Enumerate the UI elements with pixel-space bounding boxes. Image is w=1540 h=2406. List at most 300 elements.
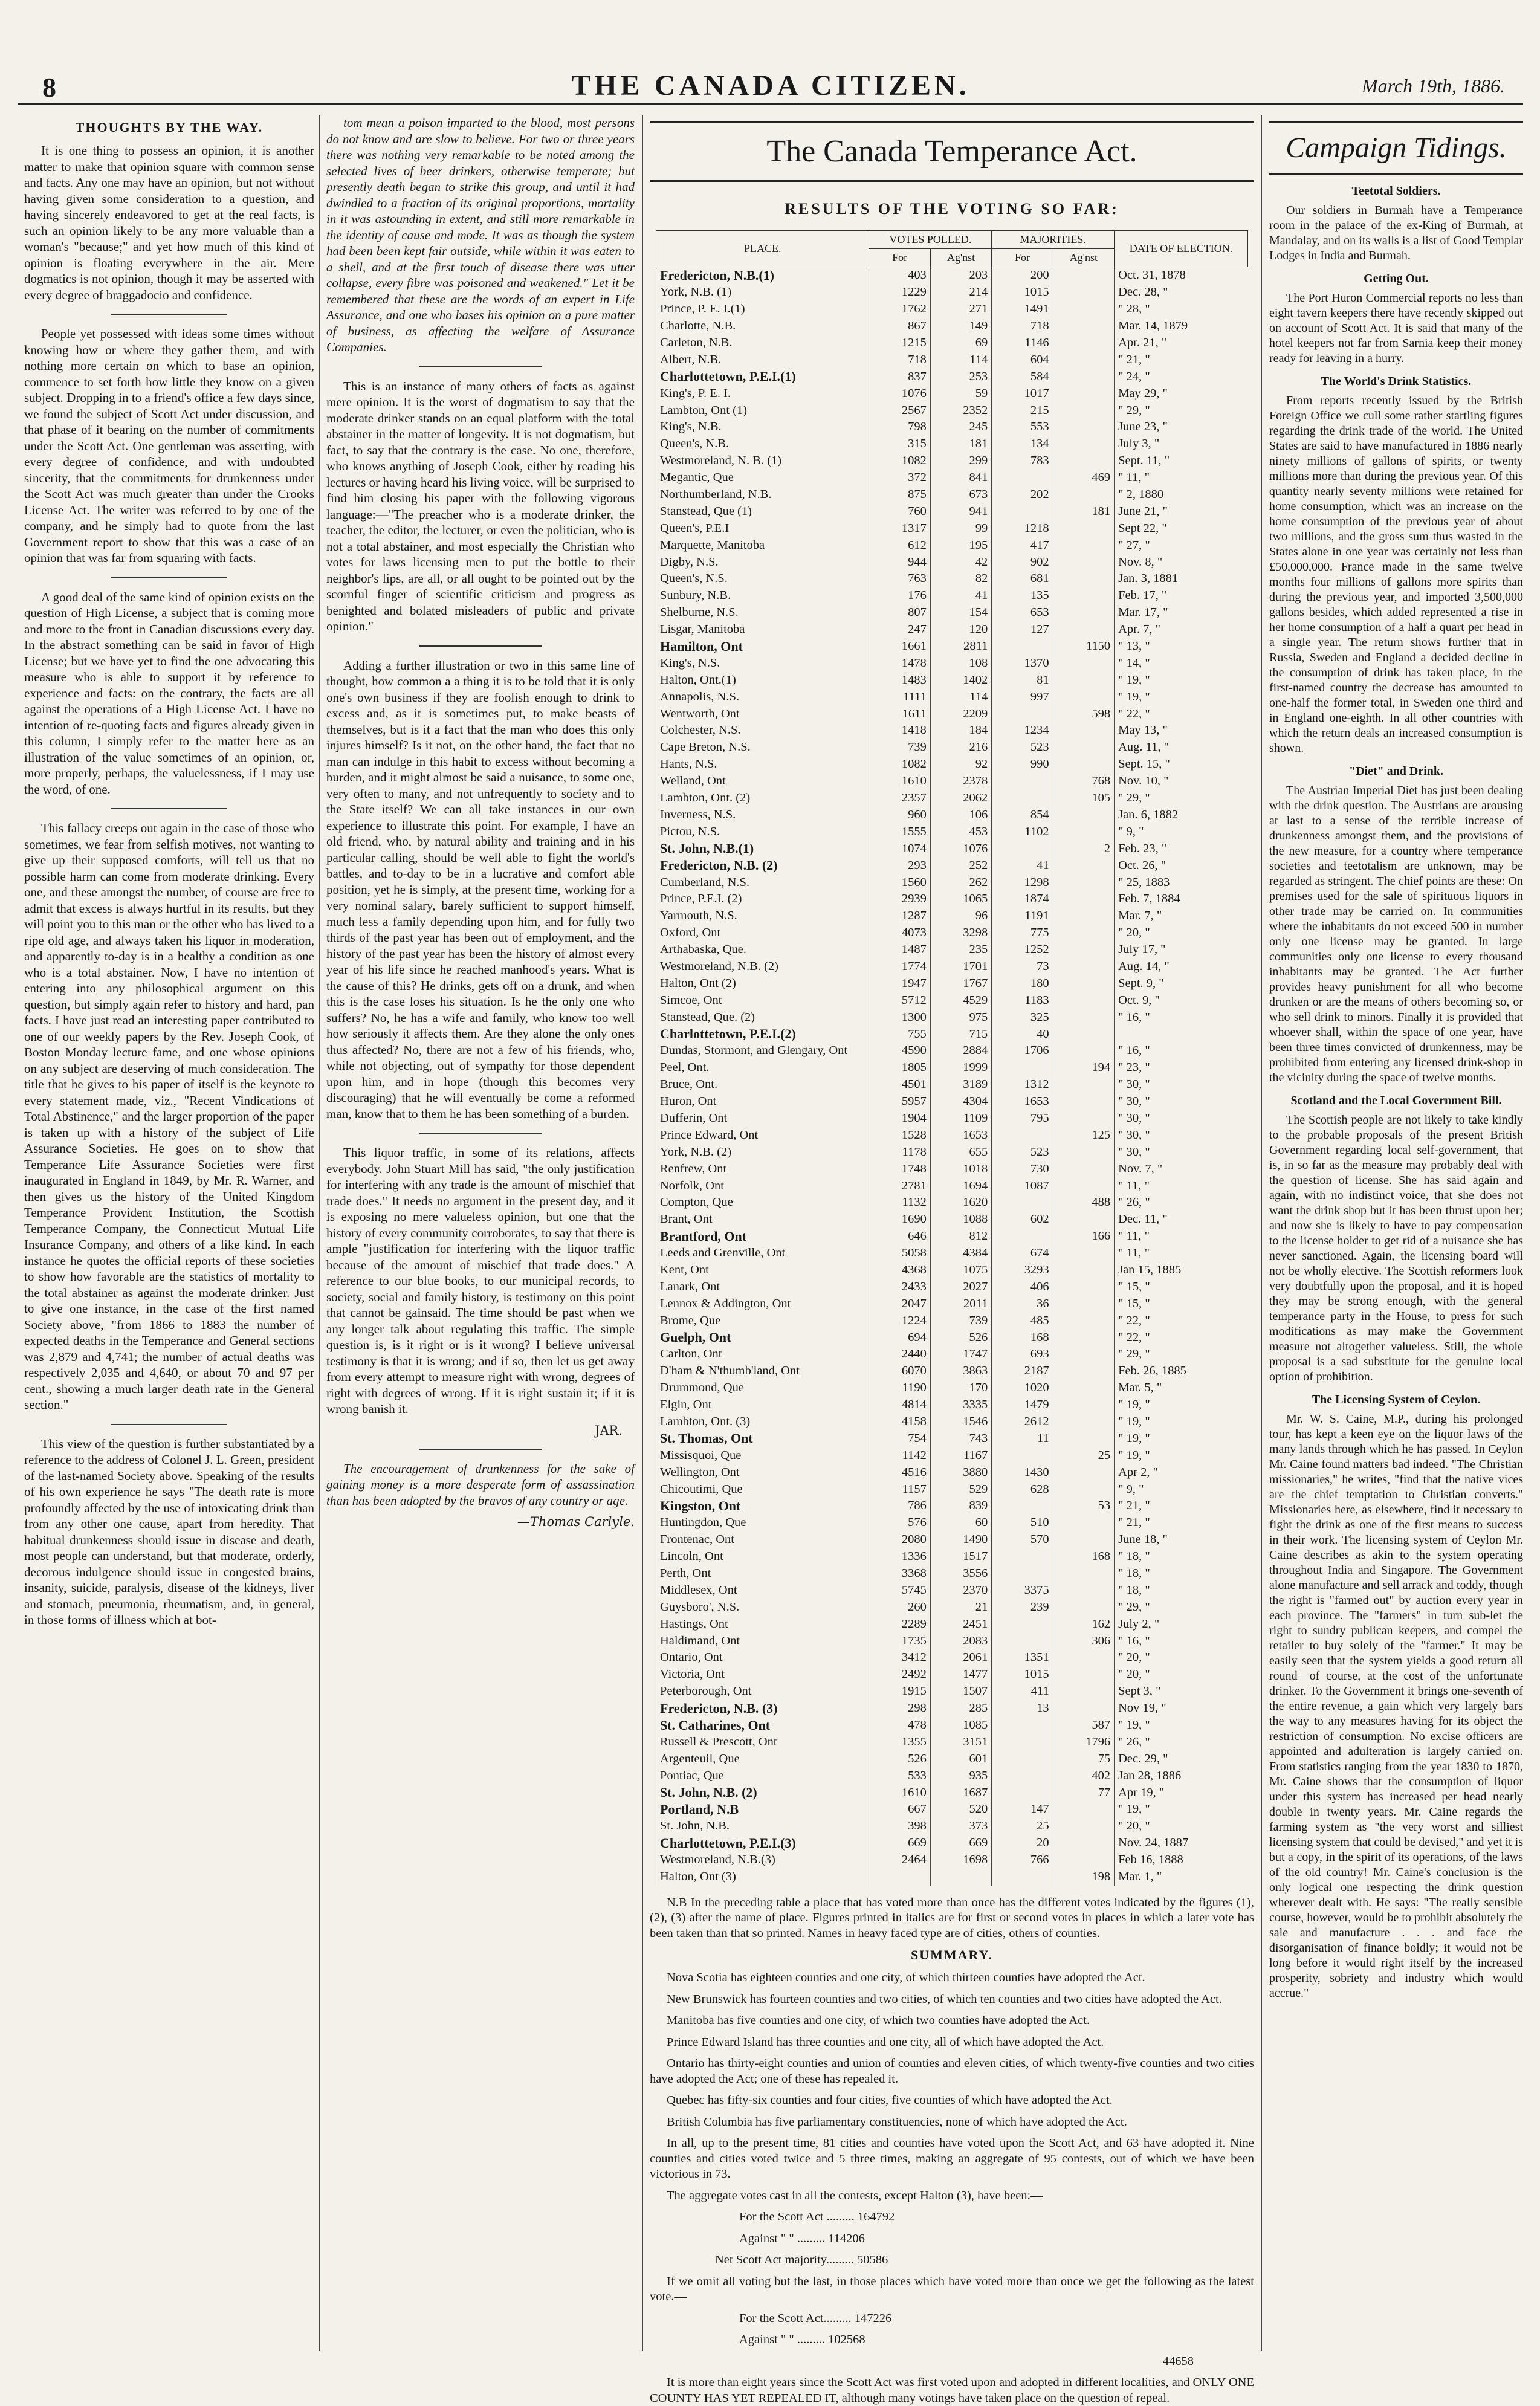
cell-place: Carlton, Ont	[656, 1346, 869, 1363]
cell-votes-against: 3151	[930, 1733, 991, 1750]
cell-majority-for	[992, 638, 1053, 655]
net-majority: Net Scott Act majority......... 50586	[698, 2252, 1254, 2268]
cell-votes-against: 1402	[930, 671, 991, 688]
cell-votes-against: 935	[930, 1767, 991, 1784]
section-title: Campaign Tidings.	[1269, 121, 1523, 175]
cell-votes-against: 3880	[930, 1464, 991, 1481]
article-paragraph: Adding a further illustration or two in this same line of thought, how common a a thing it is to be told that it is only one's own business if they are foolish enough to drink to excess and, as it is sometimes put, to make beasts of themselves, but is it a fact that the man who does this only injures himself? Is it not, on the other hand, the fact that no man can indulge in this habit to excess without becoming a burden, and it might almost be said a nuisance, to some one, very often to many, and not unfrequently to society and to the State itself? We can all take instances in our own experience to illustrate this point. For example, I have an old friend, who, by natural ability and training and in his particular calling, should be well able to fight the world's battles, and to-day to be in a lucrative and comfort able position, yet he is simply, at the present time, working for a very nominal salary, barely sufficient to support himself, much less a family depending upon him, and for fully two thirds of the past year has been out of employment, and the history of the past year has been the history of almost every year of his life since he reached manhood's years. What is the cause of this? He drinks, gets off on a drunk, and when this is the case loses his situation. Is he the only one who suffers? No, he has a wife and family, who know too well how seriously it affects them. Are they alone the only ones thus affected? No, there are not a few of his friends, who, while not objecting, out of sympathy for those dependent upon him, and in hope (though this becomes very discouraging) that he will eventually be come a reformed man, know that to them he has been something of a burden.	[326, 658, 635, 1122]
cell-votes-for: 1142	[869, 1447, 930, 1464]
cell-majority-against	[1053, 1363, 1114, 1380]
cell-majority-against	[1053, 807, 1114, 824]
cell-votes-for: 260	[869, 1599, 930, 1615]
cell-votes-against: 743	[930, 1430, 991, 1447]
cell-date: " 28, "	[1115, 301, 1248, 318]
cell-majority-for: 783	[992, 453, 1053, 470]
table-row	[656, 419, 1248, 436]
cell-date: " 20, "	[1115, 925, 1248, 942]
cell-votes-against: 60	[930, 1515, 991, 1531]
cell-votes-for: 739	[869, 739, 930, 756]
cell-date: Mar. 14, 1879	[1115, 318, 1248, 335]
cell-place: Brantford, Ont	[656, 1228, 869, 1245]
cell-place: Lanark, Ont	[656, 1278, 869, 1295]
page-number: 8	[42, 71, 56, 103]
cell-majority-for: 674	[992, 1245, 1053, 1262]
cell-votes-for: 1487	[869, 942, 930, 959]
cell-majority-against: 162	[1053, 1615, 1114, 1632]
cell-majority-against	[1053, 975, 1114, 992]
table-row	[656, 1801, 1248, 1818]
cell-votes-for: 2464	[869, 1852, 930, 1869]
table-row	[656, 1312, 1248, 1329]
cell-votes-for: 5712	[869, 992, 930, 1009]
cell-place: Elgin, Ont	[656, 1397, 869, 1414]
cell-majority-against	[1053, 1110, 1114, 1127]
cell-majority-against: 598	[1053, 705, 1114, 722]
cell-date: " 24, "	[1115, 368, 1248, 385]
cell-majority-against	[1053, 1177, 1114, 1194]
table-row	[656, 1346, 1248, 1363]
cell-votes-against: 4304	[930, 1093, 991, 1110]
cell-votes-for: 4368	[869, 1262, 930, 1279]
cell-date: " 21, "	[1115, 351, 1248, 368]
cell-votes-for: 612	[869, 537, 930, 554]
table-row	[656, 1835, 1248, 1852]
cell-date: " 19, "	[1115, 1414, 1248, 1431]
cell-votes-for: 2047	[869, 1295, 930, 1312]
summary-line: Prince Edward Island has three counties and one city, all of which have adopted the Act.	[650, 2035, 1254, 2051]
cell-majority-for: 902	[992, 554, 1053, 571]
cell-place: Dundas, Stormont, and Glengary, Ont	[656, 1043, 869, 1059]
news-body: The Austrian Imperial Diet has just been dealing with the drink question. The Austrians are arousing at last to a sense of the terrible increase of drunkenness amongst them, and the provisions of the new measure, for a country where temperance societies and teetotalism are unknown, may be regarded as stringent. The chief points are these: On premises used for the sale of spirituous liquors in other trade may be carried on. In communities where the inhabitants do not exceed 500 in number only one license may be granted. In large communities only one license to every thousand inhabitants may be granted. The Act further provides heavy punishment for all who become drunken or are the means of others becoming so, or who sell drink to minors. Finally it is provided that whoever shall, within the space of one year, have been three times convicted of drunkenness, may be prohibited from entering any licensed drink-shop in the vicinity during the space of twelve months.	[1269, 783, 1523, 1085]
cell-votes-against: 96	[930, 908, 991, 925]
news-heading: "Diet" and Drink.	[1269, 765, 1523, 778]
cell-majority-for: 775	[992, 925, 1053, 942]
cell-majority-for: 1252	[992, 942, 1053, 959]
cell-date: " 16, "	[1115, 1009, 1248, 1026]
cell-majority-for: 81	[992, 671, 1053, 688]
cell-date: " 18, "	[1115, 1582, 1248, 1599]
cell-date: " 11, "	[1115, 470, 1248, 487]
cell-date: Nov. 10, "	[1115, 773, 1248, 790]
cell-votes-against: 214	[930, 284, 991, 301]
cell-majority-against: 198	[1053, 1869, 1114, 1886]
cell-majority-for: 1015	[992, 284, 1053, 301]
cell-votes-for: 1611	[869, 705, 930, 722]
cell-majority-for: 795	[992, 1110, 1053, 1127]
table-row	[656, 554, 1248, 571]
table-row	[656, 891, 1248, 908]
cell-majority-against	[1053, 1026, 1114, 1043]
cell-date: " 9, "	[1115, 1481, 1248, 1498]
cell-votes-for: 1074	[869, 840, 930, 857]
cell-votes-for: 576	[869, 1515, 930, 1531]
cell-votes-against: 106	[930, 807, 991, 824]
table-row	[656, 453, 1248, 470]
cell-place: Queen's, P.E.I	[656, 520, 869, 537]
cell-date: " 19, "	[1115, 1430, 1248, 1447]
cell-majority-against	[1053, 942, 1114, 959]
cell-majority-against: 168	[1053, 1548, 1114, 1565]
cell-majority-against	[1053, 301, 1114, 318]
cell-majority-against	[1053, 1346, 1114, 1363]
cell-date: Jan 28, 1886	[1115, 1767, 1248, 1784]
cell-votes-for: 1287	[869, 908, 930, 925]
cell-votes-against: 2209	[930, 705, 991, 722]
table-row	[656, 402, 1248, 419]
cell-date: " 19, "	[1115, 1717, 1248, 1734]
cell-majority-for	[992, 1733, 1053, 1750]
cell-majority-for: 510	[992, 1515, 1053, 1531]
cell-date: " 25, 1883	[1115, 874, 1248, 891]
news-heading: The World's Drink Statistics.	[1269, 375, 1523, 389]
cell-majority-for: 11	[992, 1430, 1053, 1447]
cell-majority-for: 25	[992, 1818, 1053, 1835]
cell-majority-against: 75	[1053, 1750, 1114, 1767]
table-row	[656, 1767, 1248, 1784]
cell-votes-against: 120	[930, 621, 991, 638]
cell-votes-against: 2352	[930, 402, 991, 419]
cell-votes-for: 1224	[869, 1312, 930, 1329]
cell-majority-for: 325	[992, 1009, 1053, 1026]
cell-place: Shelburne, N.S.	[656, 604, 869, 621]
results-table	[656, 230, 1248, 1886]
cell-place: Prince Edward, Ont	[656, 1127, 869, 1143]
cell-date: Apr. 21, "	[1115, 335, 1248, 352]
header-against: Ag'nst	[930, 249, 991, 267]
separator	[111, 1424, 227, 1425]
cell-date: Sept 22, "	[1115, 520, 1248, 537]
cell-date: " 30, "	[1115, 1076, 1248, 1093]
cell-date: Feb 16, 1888	[1115, 1852, 1248, 1869]
table-row	[656, 1043, 1248, 1059]
header-for: For	[869, 249, 930, 267]
vote-total-for: For the Scott Act ......... 164792	[722, 2210, 1254, 2225]
cell-date: Aug. 14, "	[1115, 959, 1248, 975]
table-row	[656, 1228, 1248, 1245]
cell-date: " 29, "	[1115, 1599, 1248, 1615]
cell-votes-against: 1076	[930, 840, 991, 857]
cell-place: Haldimand, Ont	[656, 1632, 869, 1649]
cell-votes-against: 673	[930, 487, 991, 503]
cell-place: Peterborough, Ont	[656, 1683, 869, 1700]
cell-date: Mar. 7, "	[1115, 908, 1248, 925]
cell-majority-for: 653	[992, 604, 1053, 621]
cell-majority-against	[1053, 874, 1114, 891]
cell-place: King's, P. E. I.	[656, 385, 869, 402]
cell-votes-against: 841	[930, 470, 991, 487]
cell-votes-for: 763	[869, 571, 930, 587]
cell-place: Albert, N.B.	[656, 351, 869, 368]
cell-votes-against: 2884	[930, 1043, 991, 1059]
cell-majority-for: 693	[992, 1346, 1053, 1363]
cell-date: " 29, "	[1115, 790, 1248, 807]
cell-date: July 17, "	[1115, 942, 1248, 959]
cell-votes-for: 1111	[869, 688, 930, 705]
cell-majority-for: 1430	[992, 1464, 1053, 1481]
cell-majority-against	[1053, 992, 1114, 1009]
cell-majority-against	[1053, 925, 1114, 942]
cell-majority-against	[1053, 621, 1114, 638]
cell-votes-for: 478	[869, 1717, 930, 1734]
summary-heading: SUMMARY.	[650, 1947, 1254, 1963]
cell-date: " 27, "	[1115, 537, 1248, 554]
cell-majority-for: 628	[992, 1481, 1053, 1498]
cell-votes-against: 715	[930, 1026, 991, 1043]
cell-votes-for: 1915	[869, 1683, 930, 1700]
cell-majority-for: 1015	[992, 1666, 1053, 1683]
cell-date: Mar. 5, "	[1115, 1380, 1248, 1397]
summary-line: Quebec has fifty-six counties and four cities, five counties of which have adopted the Act.	[650, 2093, 1254, 2109]
table-row	[656, 671, 1248, 688]
page	[18, 36, 1523, 2375]
cell-majority-for: 854	[992, 807, 1053, 824]
cell-majority-against	[1053, 1160, 1114, 1177]
table-row	[656, 1565, 1248, 1582]
cell-votes-for: 298	[869, 1700, 930, 1717]
cell-votes-for: 1157	[869, 1481, 930, 1498]
cell-place: Cumberland, N.S.	[656, 874, 869, 891]
cell-majority-for: 730	[992, 1160, 1053, 1177]
cell-votes-against: 2061	[930, 1649, 991, 1666]
cell-majority-against: 2	[1053, 840, 1114, 857]
cell-majority-against	[1053, 1481, 1114, 1498]
cell-majority-for	[992, 1228, 1053, 1245]
cell-majority-for: 681	[992, 571, 1053, 587]
table-row	[656, 1615, 1248, 1632]
cell-majority-against	[1053, 1211, 1114, 1228]
cell-majority-against: 1150	[1053, 638, 1114, 655]
news-heading: Teetotal Soldiers.	[1269, 184, 1523, 198]
table-row	[656, 1143, 1248, 1160]
cell-majority-for: 20	[992, 1835, 1053, 1852]
cell-votes-against: 1018	[930, 1160, 991, 1177]
table-row	[656, 1414, 1248, 1431]
cell-majority-against: 181	[1053, 503, 1114, 520]
cell-date: Jan 15, 1885	[1115, 1262, 1248, 1279]
cell-place: Guysboro', N.S.	[656, 1599, 869, 1615]
cell-majority-against	[1053, 1515, 1114, 1531]
cell-majority-against	[1053, 1531, 1114, 1548]
cell-date: " 22, "	[1115, 1329, 1248, 1346]
cell-votes-for: 755	[869, 1026, 930, 1043]
table-row	[656, 1177, 1248, 1194]
table-row	[656, 351, 1248, 368]
cell-place: Frontenac, Ont	[656, 1531, 869, 1548]
cell-votes-against: 1701	[930, 959, 991, 975]
cell-votes-against: 69	[930, 335, 991, 352]
cell-votes-for: 1690	[869, 1211, 930, 1228]
cell-place: Charlotte, N.B.	[656, 318, 869, 335]
cell-majority-for: 523	[992, 739, 1053, 756]
cell-date: Sept 3, "	[1115, 1683, 1248, 1700]
cell-place: Fredericton, N.B. (3)	[656, 1700, 869, 1717]
cell-place: Hants, N.S.	[656, 756, 869, 773]
cell-majority-against	[1053, 385, 1114, 402]
table-row	[656, 1009, 1248, 1026]
cell-majority-for	[992, 503, 1053, 520]
cell-date: Oct. 31, 1878	[1115, 267, 1248, 284]
cell-majority-for: 553	[992, 419, 1053, 436]
cell-majority-against	[1053, 1649, 1114, 1666]
cell-votes-against: 114	[930, 688, 991, 705]
cell-votes-for: 669	[869, 1835, 930, 1852]
cell-majority-for: 239	[992, 1599, 1053, 1615]
table-row	[656, 318, 1248, 335]
cell-votes-for: 667	[869, 1801, 930, 1818]
article-paragraph: A good deal of the same kind of opinion exists on the question of High License, a subject that is coming more and more to the front in Canadian discussions every day. In the abstract something can be said in favor of High License; but we have yet to find the one advocating this measure who is able to support it by reference to experience and facts: on the contrary, the facts are all against the operations of a High License Act. I have no intention of re-quoting facts and figures already given in this column, I simply refer to the matter here as an illustration of the value sometimes of an opinion, or, more properly, perhaps, the valuelessness, if I may use the word, of one.	[24, 589, 314, 798]
table-row	[656, 1599, 1248, 1615]
cell-date: Jan. 3, 1881	[1115, 571, 1248, 587]
cell-votes-for: 1528	[869, 1127, 930, 1143]
cell-votes-against: 4529	[930, 992, 991, 1009]
separator	[419, 645, 542, 647]
summary-line: If we omit all voting but the last, in those places which have voted more than once we get the following as the latest vote.—	[650, 2274, 1254, 2305]
cell-majority-for	[992, 1194, 1053, 1211]
cell-votes-against: 669	[930, 1835, 991, 1852]
cell-votes-against: 1999	[930, 1059, 991, 1076]
news-body: The Scottish people are not likely to take kindly to the probable proposals of the present British Government regarding local self-government, that is, in so far as the measure may probably deal with the question of license. She has said again and again, with no indistinct voice, that she does not want the drink shop but it has been thrust upon her; and now she is likely to have to pay compensation to the license holder to get rid of a nuisance she has never sanctioned. Again, the licensing board will not be wholly elective. The Scottish reformers look very doubtfully upon the proposal, and it is hoped they may be strong enough, with the general temperance party in the House, to press for such modifications as may make the Government measure not altogether valueless. Still, the whole proposal is a sad substitute for the genuine local option of prohibition.	[1269, 1113, 1523, 1385]
cell-majority-for: 1234	[992, 722, 1053, 739]
cell-place: Lennox & Addington, Ont	[656, 1295, 869, 1312]
cell-date: Sept. 11, "	[1115, 453, 1248, 470]
table-row	[656, 1380, 1248, 1397]
cell-place: Pictou, N.S.	[656, 823, 869, 840]
cell-place: Perth, Ont	[656, 1565, 869, 1582]
cell-majority-for	[992, 1750, 1053, 1767]
header-for: For	[992, 249, 1053, 267]
cell-votes-against: 975	[930, 1009, 991, 1026]
cell-votes-against: 170	[930, 1380, 991, 1397]
table-row	[656, 1750, 1248, 1767]
table-row	[656, 587, 1248, 604]
column-rule	[319, 115, 320, 2351]
table-row	[656, 385, 1248, 402]
cell-place: Norfolk, Ont	[656, 1177, 869, 1194]
cell-date: " 23, "	[1115, 1059, 1248, 1076]
latest-majority: 44658	[650, 2354, 1194, 2370]
cell-votes-against: 82	[930, 571, 991, 587]
cell-date: Nov. 7, "	[1115, 1160, 1248, 1177]
cell-majority-for	[992, 773, 1053, 790]
cell-majority-for: 3293	[992, 1262, 1053, 1279]
cell-votes-against: 235	[930, 942, 991, 959]
cell-majority-for: 2187	[992, 1363, 1053, 1380]
article-paragraph: It is one thing to possess an opinion, it is another matter to make that opinion square with common sense and facts. Any one may have an opinion, but not without having given some consideration to a question, and having sincerely endeavored to get at the real facts, is such an opinion likely to be any more valuable than a woman's "because;" and yet how much of this kind of opinion is floating everywhere in the air. Mere dogmatics is not opinion, though it may be asserted with every degree of braggadocio and confidence.	[24, 143, 314, 303]
table-row	[656, 470, 1248, 487]
cell-majority-against	[1053, 671, 1114, 688]
cell-date: " 22, "	[1115, 1312, 1248, 1329]
cell-votes-against: 285	[930, 1700, 991, 1717]
cell-place: Northumberland, N.B.	[656, 487, 869, 503]
cell-majority-against	[1053, 1565, 1114, 1582]
table-row	[656, 1700, 1248, 1717]
table-row	[656, 1295, 1248, 1312]
cell-place: St. John, N.B.(1)	[656, 840, 869, 857]
summary-line: Manitoba has five counties and one city, of which two counties have adopted the Act.	[650, 2013, 1254, 2029]
cell-place: St. John, N.B.	[656, 1818, 869, 1835]
cell-majority-against	[1053, 1414, 1114, 1431]
table-row	[656, 284, 1248, 301]
cell-votes-against: 529	[930, 1481, 991, 1498]
cell-votes-for: 1904	[869, 1110, 930, 1127]
cell-date: Sept. 9, "	[1115, 975, 1248, 992]
table-row	[656, 756, 1248, 773]
cell-votes-against: 1698	[930, 1852, 991, 1869]
cell-date: " 26, "	[1115, 1194, 1248, 1211]
table-row	[656, 1515, 1248, 1531]
table-row	[656, 1127, 1248, 1143]
cell-place: Megantic, Que	[656, 470, 869, 487]
cell-votes-against: 1490	[930, 1531, 991, 1548]
cell-majority-against	[1053, 419, 1114, 436]
cell-place: Lambton, Ont. (3)	[656, 1414, 869, 1431]
cell-place: Annapolis, N.S.	[656, 688, 869, 705]
cell-votes-against: 2378	[930, 773, 991, 790]
cell-date: " 16, "	[1115, 1632, 1248, 1649]
cell-votes-against: 526	[930, 1329, 991, 1346]
cell-place: Dufferin, Ont	[656, 1110, 869, 1127]
cell-votes-for: 1132	[869, 1194, 930, 1211]
cell-place: Wentworth, Ont	[656, 705, 869, 722]
cell-date: " 21, "	[1115, 1498, 1248, 1515]
cell-votes-against: 3863	[930, 1363, 991, 1380]
cell-votes-for: 1610	[869, 1784, 930, 1801]
table-row	[656, 874, 1248, 891]
cell-votes-against: 1075	[930, 1262, 991, 1279]
cell-majority-against	[1053, 1245, 1114, 1262]
summary-line: In all, up to the present time, 81 cities and counties have voted upon the Scott Act, and 63 have adopted it. Nine counties and cities voted twice and 5 three times, making an aggregate of 95 contests, out of which we have been victorious in 73.	[650, 2136, 1254, 2182]
cell-place: York, N.B. (2)	[656, 1143, 869, 1160]
cell-place: Russell & Prescott, Ont	[656, 1733, 869, 1750]
cell-majority-for	[992, 1632, 1053, 1649]
cell-place: Lisgar, Manitoba	[656, 621, 869, 638]
column-rule	[642, 115, 643, 2351]
cell-place: Kingston, Ont	[656, 1498, 869, 1515]
table-row	[656, 942, 1248, 959]
cell-place: Marquette, Manitoba	[656, 537, 869, 554]
cell-votes-against: 3189	[930, 1076, 991, 1093]
cell-votes-against: 3335	[930, 1397, 991, 1414]
table-row	[656, 992, 1248, 1009]
table-row	[656, 1076, 1248, 1093]
cell-place: Brant, Ont	[656, 1211, 869, 1228]
cell-majority-for: 36	[992, 1295, 1053, 1312]
news-heading: Scotland and the Local Government Bill.	[1269, 1094, 1523, 1108]
cell-date: Feb. 26, 1885	[1115, 1363, 1248, 1380]
cell-votes-for: 798	[869, 419, 930, 436]
summary-line: British Columbia has five parliamentary constituencies, none of which have adopted the Act.	[650, 2115, 1254, 2130]
cell-votes-against	[930, 1869, 991, 1886]
table-row	[656, 621, 1248, 638]
table-row	[656, 688, 1248, 705]
cell-majority-for	[992, 1784, 1053, 1801]
cell-votes-against: 154	[930, 604, 991, 621]
cell-date: " 15, "	[1115, 1295, 1248, 1312]
cell-majority-for: 202	[992, 487, 1053, 503]
cell-votes-for: 1076	[869, 385, 930, 402]
cell-majority-against	[1053, 1076, 1114, 1093]
cell-votes-against: 216	[930, 739, 991, 756]
cell-date: Feb. 23, "	[1115, 840, 1248, 857]
cell-place: King's, N.S.	[656, 655, 869, 671]
table-row	[656, 908, 1248, 925]
cell-votes-for: 786	[869, 1498, 930, 1515]
table-row	[656, 1211, 1248, 1228]
cell-votes-for: 2939	[869, 891, 930, 908]
cell-votes-against: 262	[930, 874, 991, 891]
summary-line: Ontario has thirty-eight counties and union of counties and eleven cities, of which twenty-five counties and two cities have adopted the Act; one of these has repealed it.	[650, 2056, 1254, 2087]
cell-votes-for: 718	[869, 351, 930, 368]
